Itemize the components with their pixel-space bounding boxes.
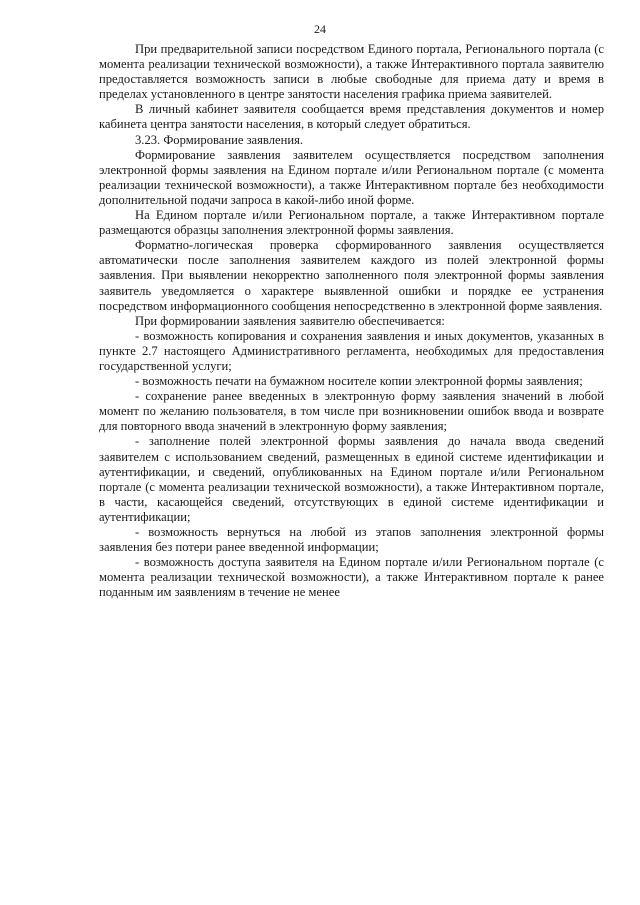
paragraph-form-samples: На Едином портале и/или Региональном портале, а также Интерактивном портале размещаются образцы заполнения электронной формы заявления. [99, 208, 604, 238]
document-body [99, 42, 604, 600]
paragraph-form-creation: Формирование заявления заявителем осуществляется посредством заполнения электронной формы заявления на Едином портале и/или Региональном портале (с момента реализации технической возможности), а также Интерактивном портале без необходимости дополнительной подачи запроса в какой-либо иной форме. [99, 147, 604, 207]
list-item-save-values: - сохранение ранее введенных в электронную форму заявления значений в любой момент по желанию пользователя, в том числе при возникновении ошибок ввода и возврате для повторного ввода значений в электронную форму заявления; [99, 389, 604, 434]
page-number: 24 [314, 22, 326, 36]
list-item-copy-save: - возможность копирования и сохранения заявления и иных документов, указанных в пункте 2.7 настоящего Административного регламента, необходимых для предоставления государственной услуги; [99, 328, 604, 373]
paragraph-provisions-intro: При формировании заявления заявителю обеспечивается: [135, 313, 445, 328]
paragraph-format-check: Форматно-логическая проверка сформированного заявления осуществляется автоматически после заполнения заявителем каждого из полей электронной формы заявления. При выявлении некорректно заполненного поля электронной формы заявления заявитель уведомляется о характере выявленной ошибки и порядке ее устранения посредством информационного сообщения непосредственно в электронной форме заявления. [99, 238, 604, 313]
list-item-return-step: - возможность вернуться на любой из этапов заполнения электронной формы заявления без потери ранее введенной информации; [99, 525, 604, 555]
list-item-autofill: - заполнение полей электронной формы заявления до начала ввода сведений заявителем с использованием сведений, размещенных в единой системе идентификации и аутентификации, и сведений, опубликованных на Едином портале и/или Региональном портале (с момента реализации технической возможности), а также Интерактивном портале, в части, касающейся сведений, отсутствующих в единой системе идентификации и аутентификации; [99, 434, 604, 524]
section-heading-3-23: 3.23. Формирование заявления. [135, 132, 304, 147]
paragraph-personal-account: В личный кабинет заявителя сообщается время представления документов и номер кабинета центра занятости населения, в который следует обратиться. [99, 102, 604, 132]
list-item-access-previous: - возможность доступа заявителя на Едином портале и/или Региональном портале (с момента реализации технической возможности), а также Интерактивном портале к ранее поданным им заявлениям в течение не менее [99, 555, 604, 600]
paragraph-pre-registration: При предварительной записи посредством Единого портала, Регионального портала (с момента реализации технической возможности), а также Интерактивного портала заявителю предоставляется возможность записи в любые свободные для приема дату и время в пределах установленного в центре занятости населения графика приема заявителей. [99, 42, 604, 102]
list-item-print: - возможность печати на бумажном носителе копии электронной формы заявления; [135, 374, 583, 389]
